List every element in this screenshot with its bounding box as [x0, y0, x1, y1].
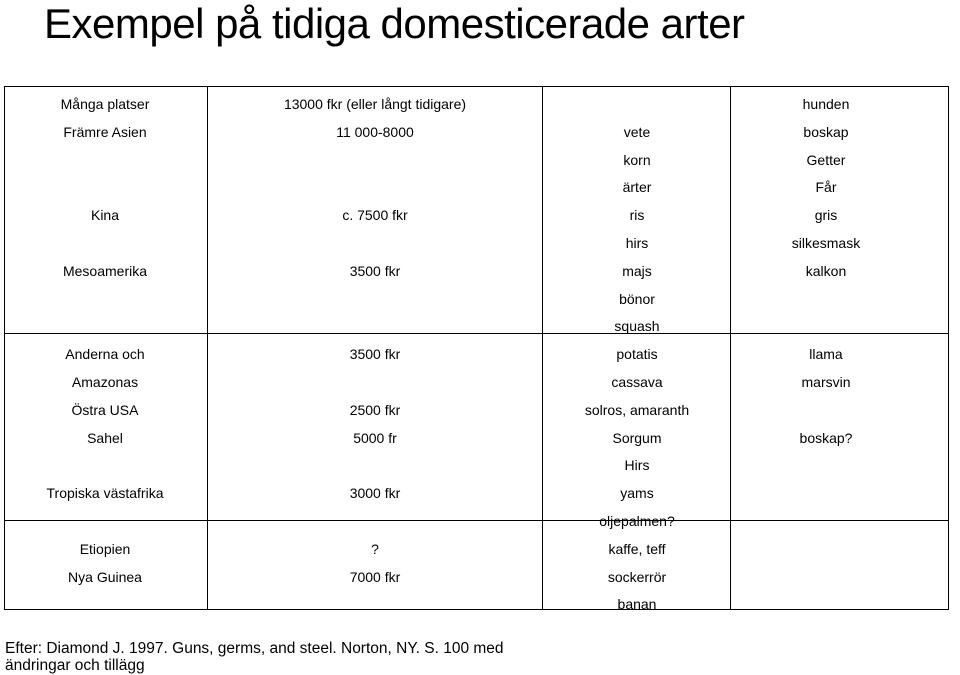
cell-plants: Hirs	[624, 457, 650, 474]
cell-region: Främre Asien	[63, 123, 147, 140]
column-divider	[207, 87, 208, 609]
cell-time: 5000 fr	[353, 429, 397, 446]
cell-time: 3000 fkr	[349, 485, 401, 502]
cell-region: Etiopien	[79, 540, 131, 557]
cell-time: 13000 fkr (eller långt tidigare)	[283, 96, 467, 112]
cell-plants: ris	[629, 207, 645, 224]
cell-region: Sahel	[87, 429, 123, 446]
cell-region: Nya Guinea	[68, 568, 142, 585]
cell-plants: majs	[622, 262, 652, 279]
cell-time: 2500 fkr	[349, 401, 401, 418]
cell-plants: ärter	[622, 179, 652, 196]
cell-plants: banan	[617, 596, 657, 613]
cell-time: 7000 fkr	[349, 568, 401, 585]
cell-plants: vete	[623, 123, 651, 140]
cell-region: Kina	[90, 207, 120, 224]
cell-animals: llama	[809, 346, 843, 363]
cell-animals: boskap?	[799, 429, 853, 446]
cell-plants: cassava	[611, 374, 663, 390]
cell-animals: Getter	[806, 151, 846, 168]
cell-plants: potatis	[616, 346, 658, 363]
cell-plants: bönor	[619, 290, 655, 307]
cell-time: 11 000-8000	[336, 123, 414, 140]
cell-plants: yams	[620, 485, 654, 502]
cell-animals: hunden	[802, 96, 850, 112]
cell-animals: Får	[815, 179, 837, 196]
cell-region: Östra USA	[71, 401, 139, 418]
cell-time: 3500 fkr	[349, 262, 401, 279]
cell-region: Amazonas	[71, 374, 139, 390]
source-line-1: Efter: Diamond J. 1997. Guns, germs, and steel. Norton, NY. S. 100 med	[5, 640, 504, 657]
row-divider	[5, 520, 948, 521]
cell-plants: hirs	[625, 235, 649, 251]
cell-plants: squash	[614, 318, 660, 335]
cell-animals: marsvin	[801, 374, 851, 390]
row-divider	[5, 333, 948, 334]
cell-animals: gris	[814, 207, 838, 224]
cell-animals: kalkon	[805, 262, 847, 279]
source-line-2: ändringar och tillägg	[5, 657, 145, 674]
slide-title: Exempel på tidiga domesticerade arter	[44, 0, 745, 47]
cell-plants: Sorgum	[612, 429, 662, 446]
cell-animals: silkesmask	[791, 235, 861, 251]
cell-time: ?	[371, 540, 379, 557]
cell-region: Mesoamerika	[62, 262, 148, 279]
cell-region: Tropiska västafrika	[46, 485, 164, 502]
column-divider	[730, 87, 731, 609]
cell-time: c. 7500 fkr	[342, 207, 408, 224]
species-table	[4, 86, 949, 613]
cell-region: Anderna och	[65, 346, 145, 363]
column-divider	[542, 87, 543, 609]
cell-plants: korn	[623, 151, 651, 168]
cell-plants: solros, amaranth	[584, 401, 690, 418]
cell-region: Många platser	[60, 96, 150, 112]
cell-animals: boskap	[803, 123, 849, 140]
cell-time: 3500 fkr	[349, 346, 401, 363]
cell-plants: sockerrör	[607, 568, 667, 585]
cell-plants: kaffe, teff	[608, 540, 666, 557]
cell-plants: oljepalmen?	[599, 513, 675, 529]
source-citation	[5, 640, 504, 674]
